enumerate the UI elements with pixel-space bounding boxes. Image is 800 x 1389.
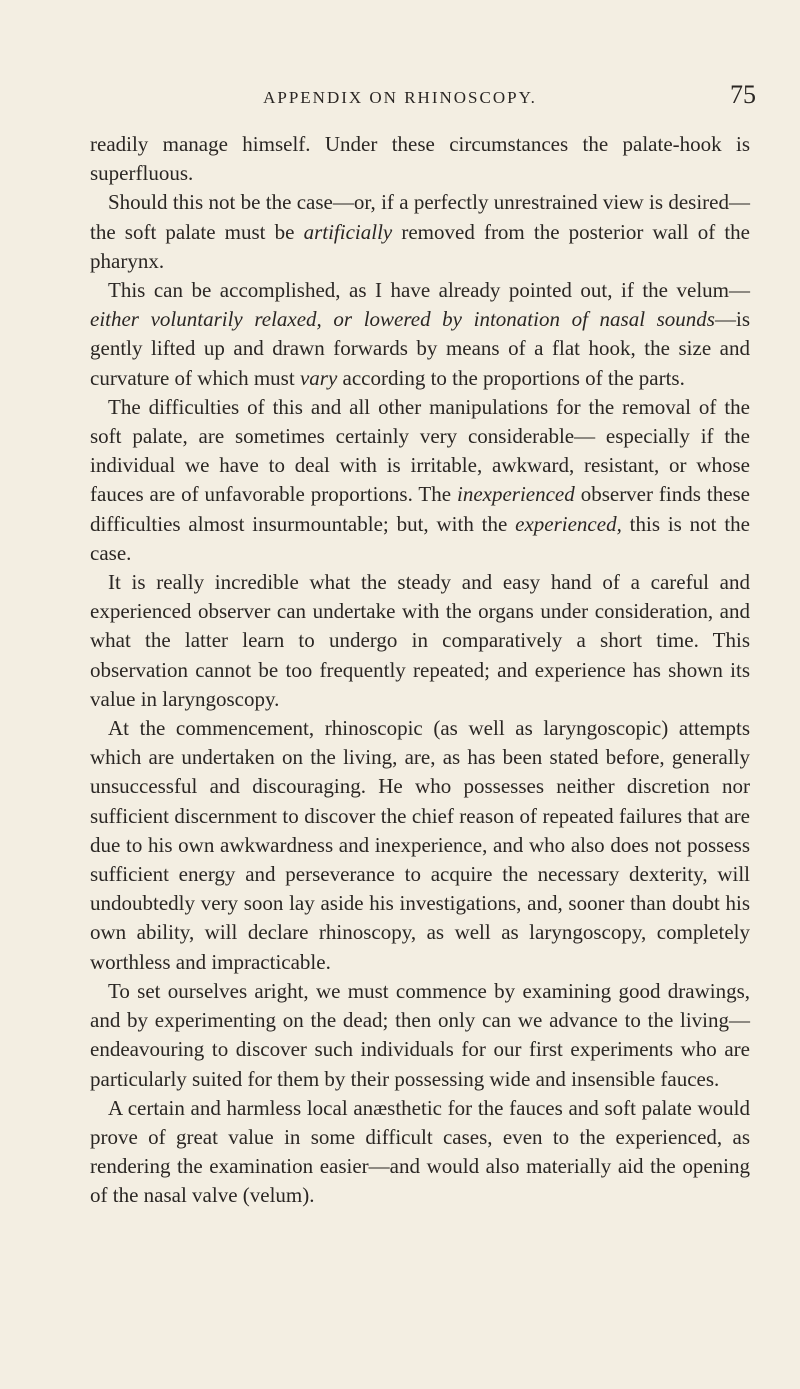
body-text [90,130,750,1211]
page-number: 75 [730,80,756,109]
running-head: APPENDIX ON RHINOSCOPY. [263,88,537,107]
paragraph: At the commencement, rhinoscopic (as well as laryngoscopic) attempts which are undertaken on the living, are, as has been stated before, generally unsuccessful and discouraging. He who possesses neither discretion nor sufficient discernment to discover the chief reason of repeated failures that are due to his own awkwardness and inexperience, and who also does not possess sufficient energy and perseverance to acquire the necessary dexterity, will undoubtedly very soon lay aside his investigations, and, sooner than doubt his own ability, will declare rhinoscopy, as well as laryngoscopy, completely worthless and impracticable. [90,716,750,974]
paragraph: It is really incredible what the steady and easy hand of a careful and experienced observer can undertake with the organs under consideration, and what the latter learn to undergo in comparatively a short time. This observation cannot be too frequently repeated; and experience has shown its value in laryngoscopy. [90,570,750,711]
paragraph: The difficulties of this and all other manipulations for the removal of the soft palate, are sometimes certainly very considerable— especially if the individual we have to deal with is irritable, awkward, resistant, or whose fauces are of unfavorable proportions. The inexperienced observer finds these difficulties almost insurmountable; but, with the experienced, this is not the case. [90,394,751,565]
paragraph: To set ourselves aright, we must commence by examining good drawings, and by experimenting on the dead; then only can we advance to the living—endeavouring to discover such individuals for our first experiments who are particularly suited for them by their possessing wide and insensible fauces. [90,978,750,1091]
paragraph: Should this not be the case—or, if a perfectly unrestrained view is desired—the soft palate must be artificially removed from the posterior wall of the pharynx. [90,190,750,273]
paragraph: readily manage himself. Under these circumstances the palate-hook is superfluous. [90,132,750,186]
paragraph: A certain and harmless local anæsthetic for the fauces and soft palate would prove of great value in some difficult cases, even to the experienced, as rendering the examination easier—and would also materially aid the opening of the nasal valve (velum). [90,1095,750,1208]
paragraph: This can be accomplished, as I have already pointed out, if the velum—either voluntarily relaxed, or lowered by intonation of nasal sounds—is gently lifted up and drawn forwards by means of a flat hook, the size and curvature of which must vary according to the proportions of the parts. [90,278,750,390]
